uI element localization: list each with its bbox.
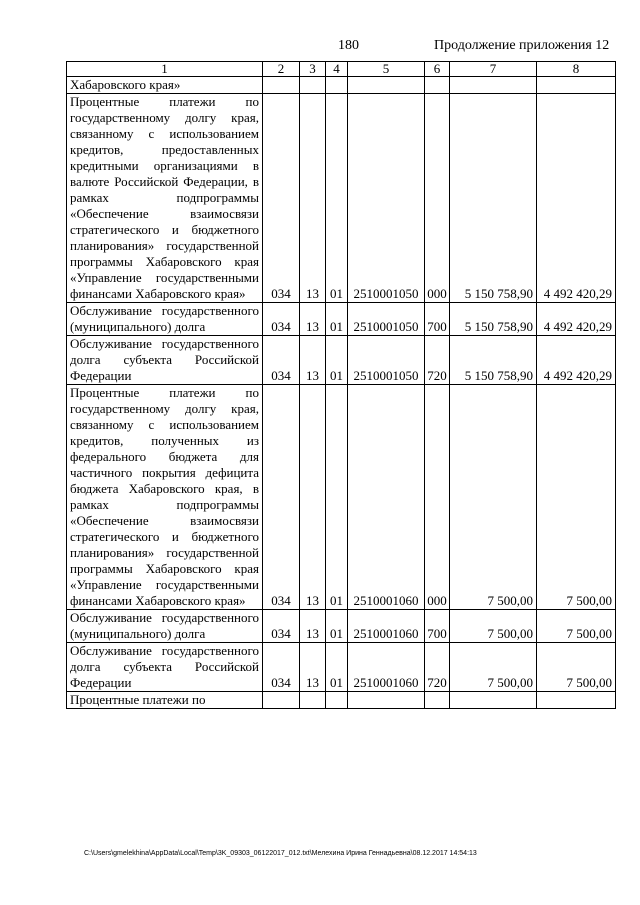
column-header: 7 xyxy=(450,62,537,77)
cell-expense-type: 700 xyxy=(425,610,450,643)
cell-subsection: 01 xyxy=(326,303,348,336)
cell-admin: 034 xyxy=(263,385,300,610)
cell-target xyxy=(348,77,425,94)
column-header: 3 xyxy=(300,62,326,77)
cell-expense-type: 720 xyxy=(425,643,450,692)
column-header: 1 xyxy=(67,62,263,77)
row-name: Обслуживание государственного (муниципального) долга xyxy=(67,610,263,643)
cell-amount-1: 5 150 758,90 xyxy=(450,336,537,385)
cell-admin: 034 xyxy=(263,336,300,385)
row-name: Обслуживание государственного долга субъекта Российской Федерации xyxy=(67,643,263,692)
cell-expense-type: 700 xyxy=(425,303,450,336)
column-header: 2 xyxy=(263,62,300,77)
cell-section: 13 xyxy=(300,303,326,336)
cell-target xyxy=(348,692,425,709)
page-number: 180 xyxy=(338,38,359,53)
cell-admin xyxy=(263,692,300,709)
cell-admin: 034 xyxy=(263,94,300,303)
column-header: 4 xyxy=(326,62,348,77)
cell-section: 13 xyxy=(300,610,326,643)
cell-amount-1: 7 500,00 xyxy=(450,643,537,692)
cell-admin: 034 xyxy=(263,643,300,692)
cell-section: 13 xyxy=(300,385,326,610)
cell-subsection: 01 xyxy=(326,336,348,385)
cell-amount-1: 5 150 758,90 xyxy=(450,94,537,303)
cell-target: 2510001050 xyxy=(348,303,425,336)
column-header: 6 xyxy=(425,62,450,77)
row-name: Процентные платежи по государственному долгу края, связанному с использованием кредитов, полученных из федерального бюджета для частичного покрытия дефицита бюджета Хабаровского края, в рамках подпрограммы «Обеспечение взаимосвязи стратегического и бюджетного планирования» государственной программы Хабаровского края «Управление государственными финансами Хабаровского края» xyxy=(67,385,263,610)
file-path-footer: C:\Users\gmelekhina\AppData\Local\Temp\3K_09303_06122017_012.txt\Мелехина Ирина Геннадьевна\08.12.2017 14:54:13 xyxy=(84,850,477,857)
cell-section xyxy=(300,77,326,94)
cell-amount-2: 4 492 420,29 xyxy=(537,94,616,303)
cell-amount-2: 4 492 420,29 xyxy=(537,303,616,336)
row-name: Процентные платежи по государственному долгу края, связанному с использованием кредитов, предоставленных кредитными организациями в валюте Российской Федерации, в рамках подпрограммы «Обеспечение взаимосвязи стратегического и бюджетного планирования» государственной программы Хабаровского края «Управление государственными финансами Хабаровского края» xyxy=(67,94,263,303)
budget-table xyxy=(66,61,616,709)
cell-amount-2: 7 500,00 xyxy=(537,610,616,643)
table-row xyxy=(67,385,616,610)
cell-section: 13 xyxy=(300,336,326,385)
row-name: Процентные платежи по xyxy=(67,692,263,709)
table-row xyxy=(67,77,616,94)
cell-amount-2: 7 500,00 xyxy=(537,385,616,610)
cell-target: 2510001050 xyxy=(348,94,425,303)
cell-expense-type: 000 xyxy=(425,94,450,303)
cell-admin: 034 xyxy=(263,610,300,643)
appendix-label: Продолжение приложения 12 xyxy=(434,38,610,53)
table-row xyxy=(67,643,616,692)
row-name: Обслуживание государственного (муниципального) долга xyxy=(67,303,263,336)
cell-amount-1: 7 500,00 xyxy=(450,385,537,610)
table-row xyxy=(67,94,616,303)
cell-target: 2510001050 xyxy=(348,336,425,385)
cell-admin: 034 xyxy=(263,303,300,336)
cell-subsection xyxy=(326,77,348,94)
row-name: Хабаровского края» xyxy=(67,77,263,94)
cell-amount-1: 5 150 758,90 xyxy=(450,303,537,336)
cell-amount-1: 7 500,00 xyxy=(450,610,537,643)
header-row xyxy=(67,62,616,77)
cell-target: 2510001060 xyxy=(348,385,425,610)
row-name: Обслуживание государственного долга субъекта Российской Федерации xyxy=(67,336,263,385)
cell-subsection: 01 xyxy=(326,610,348,643)
cell-expense-type: 720 xyxy=(425,336,450,385)
cell-section: 13 xyxy=(300,94,326,303)
column-header: 5 xyxy=(348,62,425,77)
column-header: 8 xyxy=(537,62,616,77)
cell-target: 2510001060 xyxy=(348,643,425,692)
cell-section: 13 xyxy=(300,643,326,692)
table-row xyxy=(67,336,616,385)
cell-subsection: 01 xyxy=(326,385,348,610)
cell-expense-type xyxy=(425,692,450,709)
cell-expense-type xyxy=(425,77,450,94)
cell-amount-2: 7 500,00 xyxy=(537,643,616,692)
table-row xyxy=(67,303,616,336)
cell-subsection: 01 xyxy=(326,643,348,692)
cell-admin xyxy=(263,77,300,94)
cell-subsection xyxy=(326,692,348,709)
cell-amount-2 xyxy=(537,77,616,94)
cell-subsection: 01 xyxy=(326,94,348,303)
table-row xyxy=(67,610,616,643)
cell-amount-1 xyxy=(450,77,537,94)
cell-amount-2: 4 492 420,29 xyxy=(537,336,616,385)
cell-amount-1 xyxy=(450,692,537,709)
cell-amount-2 xyxy=(537,692,616,709)
cell-target: 2510001060 xyxy=(348,610,425,643)
table-row xyxy=(67,692,616,709)
cell-expense-type: 000 xyxy=(425,385,450,610)
cell-section xyxy=(300,692,326,709)
